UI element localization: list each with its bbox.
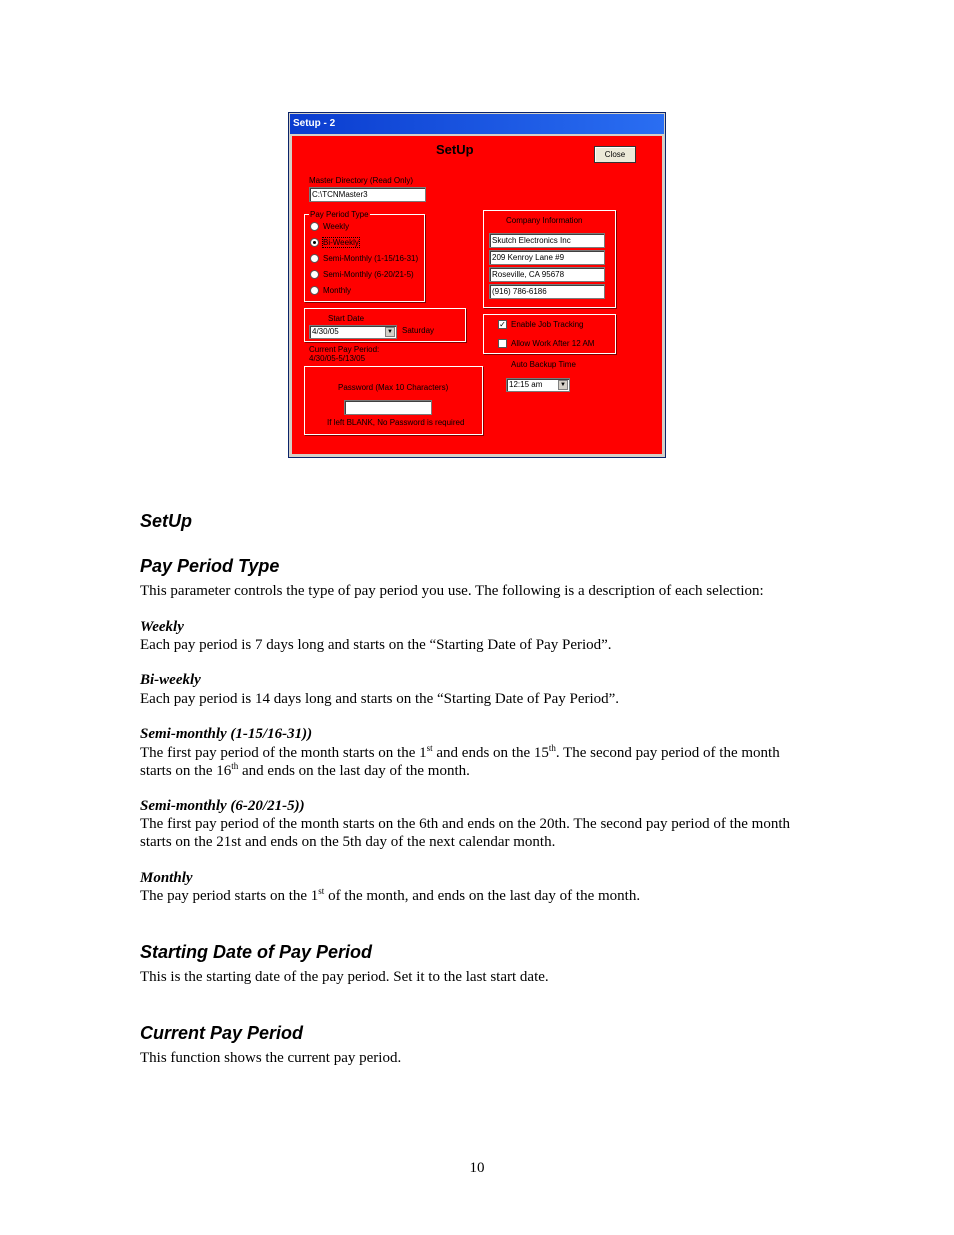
start-date-label: Start Date [328, 314, 365, 323]
semi-monthly-2-title: Semi-monthly (6-20/21-5)) [140, 798, 305, 814]
pay-period-option-label: Monthly [323, 286, 352, 295]
setup-heading: SetUp [436, 142, 474, 157]
semi-monthly-1-title: Semi-monthly (1-15/16-31)) [140, 726, 313, 742]
superscript: th [548, 743, 556, 753]
semi-monthly-1-text [140, 744, 812, 780]
company-phone-field[interactable]: (916) 786-6186 [489, 284, 605, 299]
window-client-area [292, 136, 662, 454]
enable-job-tracking-checkbox[interactable]: ✓ [499, 320, 506, 329]
auto-backup-value: 12:15 am [509, 380, 543, 389]
start-date-combo[interactable] [309, 325, 397, 339]
password-field[interactable] [344, 400, 432, 415]
pay-period-option-label: Weekly [323, 222, 350, 231]
biweekly-text: Each pay period is 14 days long and starts on the “Starting Date of Pay Period”. [140, 691, 620, 707]
monthly-title: Monthly [140, 870, 193, 886]
start-date-value: 4/30/05 [312, 327, 339, 336]
master-directory-field[interactable]: C:\TCNMaster3 [309, 187, 426, 202]
radio-biweekly[interactable] [310, 238, 319, 247]
start-day-label: Saturday [402, 326, 435, 335]
current-pay-period-label: Current Pay Period: [309, 345, 380, 354]
current-pay-period-heading: Current Pay Period [140, 1023, 304, 1043]
master-directory-label: Master Directory (Read Only) [309, 176, 414, 185]
text-run: and ends on the last day of the month. [238, 763, 470, 779]
radio-weekly[interactable] [310, 222, 319, 231]
radio-monthly[interactable] [310, 286, 319, 295]
current-pay-period-value: 4/30/05-5/13/05 [309, 354, 366, 363]
superscript: th [231, 761, 239, 771]
company-information-label: Company Information [506, 216, 583, 225]
text-run: and ends on the 15 [432, 745, 549, 761]
pay-period-intro: This parameter controls the type of pay period you use. The following is a description of each selection: [140, 583, 764, 599]
monthly-text [140, 887, 820, 905]
radio-semi-monthly-2[interactable] [310, 270, 319, 279]
text-run: of the month, and ends on the last day of the month. [324, 888, 641, 904]
text-run: . The second pay period of the month starts on the 16 [140, 745, 780, 779]
setup-window [288, 112, 666, 458]
auto-backup-label: Auto Backup Time [511, 360, 576, 369]
allow-work-checkbox[interactable] [498, 339, 507, 348]
enable-job-tracking-label: Enable Job Tracking [511, 320, 584, 329]
auto-backup-combo[interactable] [506, 378, 570, 392]
close-button[interactable]: Close [594, 146, 636, 163]
superscript: st [426, 743, 433, 753]
starting-date-heading: Starting Date of Pay Period [140, 942, 373, 962]
pay-period-option-label: Bi-Weekly [323, 238, 359, 247]
password-note: If left BLANK, No Password is required [327, 418, 465, 427]
pay-period-option-label: Semi-Monthly (1-15/16-31) [323, 254, 419, 263]
doc-title: SetUp [140, 511, 193, 531]
pay-period-option-label: Semi-Monthly (6-20/21-5) [323, 270, 414, 279]
weekly-title: Weekly [140, 619, 184, 635]
weekly-text: Each pay period is 7 days long and starts on the “Starting Date of Pay Period”. [140, 637, 612, 653]
superscript: st [318, 886, 325, 896]
text-run: The pay period starts on the 1 [140, 888, 319, 904]
chevron-down-icon[interactable]: ▼ [385, 327, 395, 337]
pay-period-type-label: Pay Period Type [310, 210, 369, 219]
pay-period-heading: Pay Period Type [140, 556, 280, 576]
biweekly-title: Bi-weekly [140, 672, 201, 688]
text-run: The first pay period of the month starts on the 1 [140, 745, 427, 761]
page-number: 10 [469, 1160, 485, 1176]
current-pay-period-text: This function shows the current pay period. [140, 1050, 402, 1066]
chevron-down-icon[interactable]: ▼ [558, 380, 568, 390]
password-label: Password (Max 10 Characters) [338, 383, 449, 392]
semi-monthly-2-text: The first pay period of the month starts on the 6th and ends on the 20th. The second pay period of the month starts on the 21st and ends on the 5th day of the next calendar month. [140, 816, 791, 850]
company-city-field[interactable]: Roseville, CA 95678 [489, 267, 605, 282]
allow-work-label: Allow Work After 12 AM [511, 339, 595, 348]
company-address-field[interactable]: 209 Kenroy Lane #9 [489, 250, 605, 265]
company-name-field[interactable]: Skutch Electronics Inc [489, 233, 605, 248]
starting-date-text: This is the starting date of the pay period. Set it to the last start date. [140, 969, 549, 985]
window-title[interactable]: Setup - 2 [290, 114, 664, 134]
radio-semi-monthly-1[interactable] [310, 254, 319, 263]
